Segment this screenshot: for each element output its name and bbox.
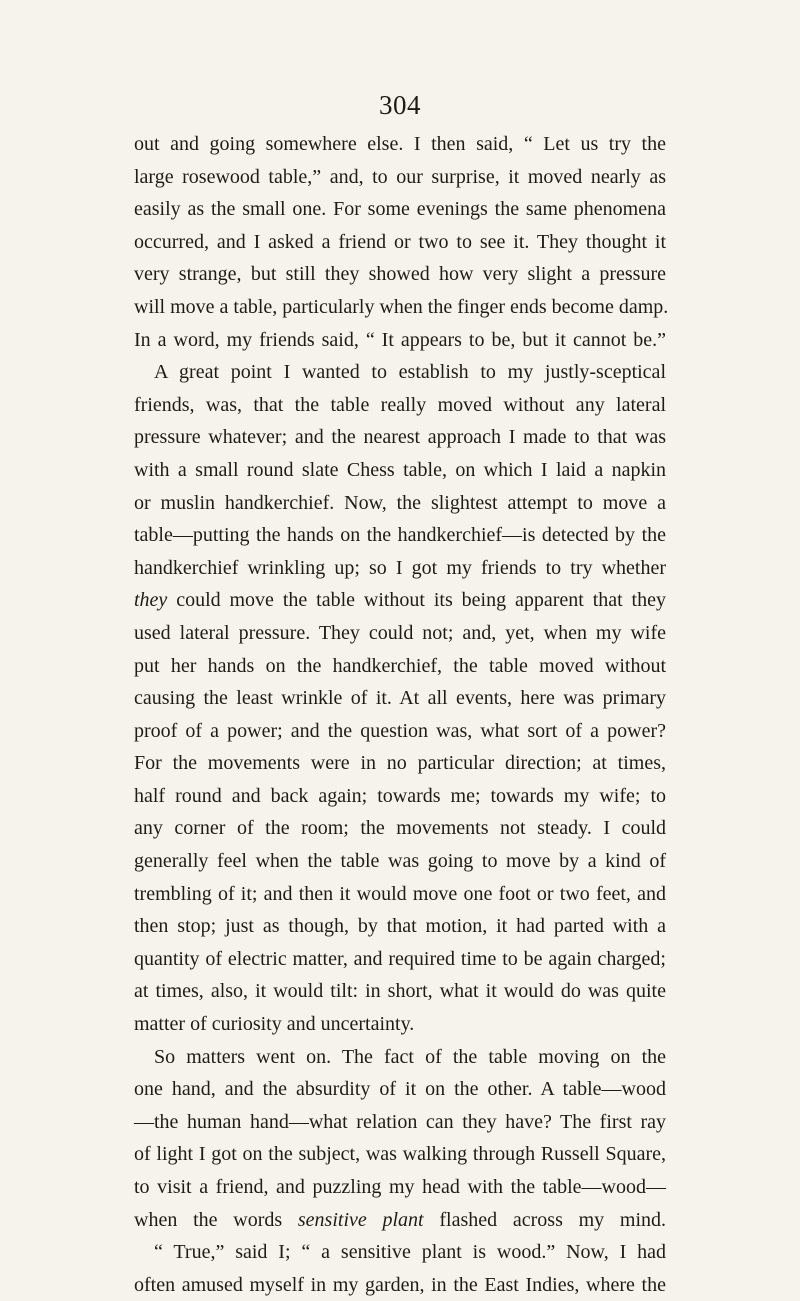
text-line: easily as the small one. For some evenings the same phenomena	[134, 198, 666, 221]
text-line: half round and back again; towards me; towards my wife; to	[134, 784, 666, 807]
text-line: with a small round slate Chess table, on which I laid a napkin	[134, 458, 666, 481]
text-line: of light I got on the subject, was walking through Russell Square,	[134, 1143, 666, 1166]
text-line: used lateral pressure. They could not; and, yet, when my wife	[134, 621, 666, 644]
text-line: occurred, and I asked a friend or two to see it. They thought it	[134, 230, 666, 253]
text-line: “ True,” said I; “ a sensitive plant is wood.” Now, I had	[154, 1241, 666, 1264]
text-line: causing the least wrinkle of it. At all events, here was primary	[134, 687, 666, 710]
italic-emphasis: sensitive plant	[297, 1208, 424, 1231]
body-text	[134, 128, 669, 1301]
text-line: handkerchief wrinkling up; so I got my friends to try whether	[134, 556, 666, 579]
text-line: very strange, but still they showed how very slight a pressure	[134, 263, 666, 286]
text-line: friends, was, that the table really moved without any lateral	[134, 393, 666, 416]
text-line: to visit a friend, and puzzling my head with the table—wood—	[134, 1176, 666, 1198]
text-line: when the words sensitive plant flashed across my mind.	[134, 1208, 667, 1231]
text-line: quantity of electric matter, and required time to be again charged;	[134, 947, 666, 970]
text-line: out and going somewhere else. I then said, “ Let us try the	[134, 133, 666, 155]
text-line: —the human hand—what relation can they have? The first ray	[134, 1110, 666, 1133]
text-line: For the movements were in no particular direction; at times,	[134, 752, 666, 775]
text-line: will move a table, particularly when the finger ends become damp.	[134, 295, 669, 318]
text-line: In a word, my friends said, “ It appears to be, but it cannot be.”	[134, 328, 666, 351]
text-line: at times, also, it would tilt: in short, what it would do was quite	[134, 980, 666, 1003]
text-line: trembling of it; and then it would move one foot or two feet, and	[134, 882, 666, 905]
text-line: any corner of the room; the movements not steady. I could	[134, 817, 666, 840]
text-line: put her hands on the handkerchief, the table moved without	[134, 654, 666, 677]
text-line: large rosewood table,” and, to our surprise, it moved nearly as	[134, 165, 666, 188]
italic-emphasis: they	[134, 589, 168, 612]
paragraph-end-line: matter of curiosity and uncertainty.	[134, 1013, 415, 1036]
paragraph-start-line: So matters went on. The fact of the table moving on the	[154, 1045, 666, 1068]
text-line: then stop; just as though, by that motion, it had parted with a	[134, 915, 666, 938]
text-line: they could move the table without its being apparent that they	[134, 589, 666, 612]
text-line: one hand, and the absurdity of it on the other. A table—wood	[134, 1078, 666, 1101]
text-line: pressure whatever; and the nearest approach I made to that was	[134, 426, 666, 449]
text-line: table—putting the hands on the handkerchief—is detected by the	[134, 524, 666, 547]
text-line: generally feel when the table was going to move by a kind of	[134, 850, 666, 873]
text-line: proof of a power; and the question was, what sort of a power?	[134, 719, 666, 742]
text-line: or muslin handkerchief. Now, the slightest attempt to move a	[134, 491, 666, 514]
paragraph-start-line: A great point I wanted to establish to my justly-sceptical	[154, 361, 666, 384]
text-line: often amused myself in my garden, in the East Indies, where the	[134, 1273, 666, 1296]
page-number: 304	[379, 90, 421, 120]
